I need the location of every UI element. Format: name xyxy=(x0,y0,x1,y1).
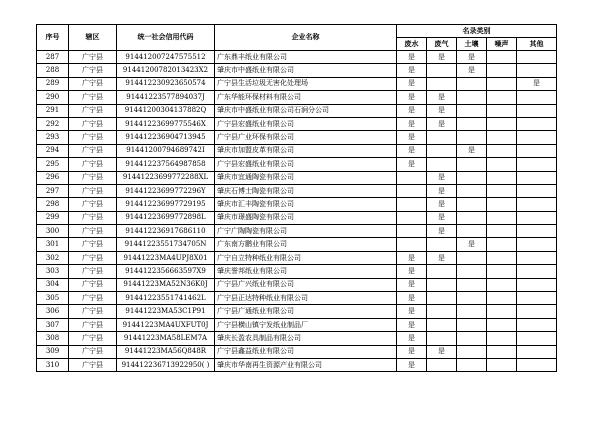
cell-noise xyxy=(487,158,517,171)
cell-credit-code: 91441223699772898L xyxy=(117,211,215,224)
table-row xyxy=(37,131,557,144)
cell-seq: 307 xyxy=(37,318,69,331)
cell-credit-code: 914412236997729195 xyxy=(117,198,215,211)
cell-wastewater xyxy=(397,238,427,251)
company-table xyxy=(36,24,557,372)
cell-other xyxy=(517,51,557,64)
cell-noise xyxy=(487,184,517,197)
cell-other xyxy=(517,171,557,184)
cell-company: 广宁县鑫益纸业有限公司 xyxy=(215,345,397,358)
cell-other xyxy=(517,131,557,144)
table-row xyxy=(37,332,557,345)
header-other: 其他 xyxy=(517,38,557,51)
cell-soil xyxy=(457,77,487,90)
cell-other xyxy=(517,198,557,211)
cell-district: 广宁县 xyxy=(69,184,117,197)
cell-company: 广宁广陶陶瓷有限公司 xyxy=(215,225,397,238)
table-row xyxy=(37,265,557,278)
cell-wastegas: 是 xyxy=(427,251,457,264)
cell-other xyxy=(517,158,557,171)
cell-credit-code: 91441200304137882Q xyxy=(117,104,215,117)
cell-other xyxy=(517,225,557,238)
cell-district: 广宁县 xyxy=(69,198,117,211)
cell-noise xyxy=(487,305,517,318)
cell-noise xyxy=(487,332,517,345)
cell-soil: 是 xyxy=(457,51,487,64)
cell-seq: 295 xyxy=(37,158,69,171)
table-row xyxy=(37,158,557,171)
cell-wastegas xyxy=(427,358,457,371)
cell-seq: 301 xyxy=(37,238,69,251)
cell-company: 肇庆市中盛纸业有限公司石涧分公司 xyxy=(215,104,397,117)
table-row xyxy=(37,64,557,77)
cell-wastewater: 是 xyxy=(397,117,427,130)
table-row xyxy=(37,117,557,130)
cell-credit-code: 914412237564987858 xyxy=(117,158,215,171)
cell-soil: 是 xyxy=(457,238,487,251)
cell-other: 是 xyxy=(517,77,557,90)
cell-credit-code: 914412236904713945 xyxy=(117,131,215,144)
header-category-group: 名录类别 xyxy=(397,25,557,38)
cell-wastewater: 是 xyxy=(397,251,427,264)
cell-wastewater: 是 xyxy=(397,265,427,278)
cell-company: 肇庆长盈农具制品有限公司 xyxy=(215,332,397,345)
cell-noise xyxy=(487,77,517,90)
cell-other xyxy=(517,104,557,117)
cell-wastegas: 是 xyxy=(427,184,457,197)
cell-company: 广东鼎丰纸业有限公司 xyxy=(215,51,397,64)
cell-soil: 是 xyxy=(457,64,487,77)
cell-wastewater: 是 xyxy=(397,64,427,77)
cell-district: 广宁县 xyxy=(69,225,117,238)
cell-other xyxy=(517,211,557,224)
cell-wastewater: 是 xyxy=(397,104,427,117)
cell-other xyxy=(517,292,557,305)
cell-other xyxy=(517,318,557,331)
table-row xyxy=(37,358,557,371)
cell-wastewater: 是 xyxy=(397,51,427,64)
table-row xyxy=(37,345,557,358)
cell-company: 肇庆市宜通陶瓷有限公司 xyxy=(215,171,397,184)
cell-wastegas: 是 xyxy=(427,225,457,238)
cell-wastegas: 是 xyxy=(427,198,457,211)
cell-wastegas: 是 xyxy=(427,91,457,104)
cell-wastewater: 是 xyxy=(397,158,427,171)
cell-soil xyxy=(457,225,487,238)
cell-noise xyxy=(487,265,517,278)
cell-credit-code: 91441223699775546X xyxy=(117,117,215,130)
cell-soil: 是 xyxy=(457,144,487,157)
cell-wastegas xyxy=(427,318,457,331)
cell-soil xyxy=(457,211,487,224)
cell-seq: 304 xyxy=(37,278,69,291)
cell-company: 肇庆市璟盛陶瓷有限公司 xyxy=(215,211,397,224)
cell-noise xyxy=(487,238,517,251)
cell-district: 广宁县 xyxy=(69,305,117,318)
table-row xyxy=(37,292,557,305)
cell-seq: 299 xyxy=(37,211,69,224)
cell-company: 肇庆市中盛纸业有限公司 xyxy=(215,64,397,77)
cell-credit-code: 91441200782013423X2 xyxy=(117,64,215,77)
cell-seq: 287 xyxy=(37,51,69,64)
table-row xyxy=(37,144,557,157)
header-wastegas: 废气 xyxy=(427,38,457,51)
cell-credit-code: 91441223MA56Q848R xyxy=(117,345,215,358)
cell-company: 肇庆市汇丰陶瓷有限公司 xyxy=(215,198,397,211)
cell-other xyxy=(517,358,557,371)
cell-noise xyxy=(487,171,517,184)
cell-wastewater: 是 xyxy=(397,131,427,144)
cell-soil xyxy=(457,104,487,117)
cell-seq: 303 xyxy=(37,265,69,278)
cell-soil xyxy=(457,292,487,305)
cell-district: 广宁县 xyxy=(69,265,117,278)
header-seq: 序号 xyxy=(37,25,69,51)
cell-wastegas xyxy=(427,64,457,77)
cell-wastegas xyxy=(427,292,457,305)
cell-seq: 292 xyxy=(37,117,69,130)
cell-wastegas xyxy=(427,238,457,251)
cell-credit-code: 91441223699772296Y xyxy=(117,184,215,197)
cell-wastewater xyxy=(397,184,427,197)
cell-noise xyxy=(487,91,517,104)
cell-seq: 308 xyxy=(37,332,69,345)
cell-noise xyxy=(487,104,517,117)
cell-seq: 310 xyxy=(37,358,69,371)
cell-soil xyxy=(457,345,487,358)
cell-company: 肇庆誉邦纸业有限公司 xyxy=(215,265,397,278)
cell-other xyxy=(517,117,557,130)
cell-credit-code: 91441223MA58LEM7A xyxy=(117,332,215,345)
cell-wastewater: 是 xyxy=(397,278,427,291)
cell-wastewater: 是 xyxy=(397,305,427,318)
cell-district: 广宁县 xyxy=(69,318,117,331)
table-row xyxy=(37,104,557,117)
table-body xyxy=(37,51,557,372)
table-row xyxy=(37,238,557,251)
header-credit-code: 统一社会信用代码 xyxy=(117,25,215,51)
cell-wastegas xyxy=(427,77,457,90)
cell-seq: 294 xyxy=(37,144,69,157)
cell-district: 广宁县 xyxy=(69,158,117,171)
cell-wastewater: 是 xyxy=(397,332,427,345)
cell-credit-code: 91441200794689742I xyxy=(117,144,215,157)
cell-wastegas xyxy=(427,158,457,171)
cell-wastegas xyxy=(427,305,457,318)
cell-soil xyxy=(457,91,487,104)
cell-other xyxy=(517,332,557,345)
cell-company: 肇庆市加盟皮革有限公司 xyxy=(215,144,397,157)
cell-credit-code: 91441223577894037J xyxy=(117,91,215,104)
header-soil: 土壤 xyxy=(457,38,487,51)
cell-soil xyxy=(457,158,487,171)
cell-noise xyxy=(487,225,517,238)
cell-district: 广宁县 xyxy=(69,358,117,371)
cell-credit-code: 914412007247575512 xyxy=(117,51,215,64)
cell-district: 广宁县 xyxy=(69,104,117,117)
cell-company: 广宁县广业环保有限公司 xyxy=(215,131,397,144)
table-row xyxy=(37,278,557,291)
cell-company: 广东南方鹏业有限公司 xyxy=(215,238,397,251)
cell-other xyxy=(517,278,557,291)
cell-wastewater: 是 xyxy=(397,77,427,90)
cell-wastewater xyxy=(397,211,427,224)
table-row xyxy=(37,77,557,90)
cell-noise xyxy=(487,64,517,77)
header-district: 辖区 xyxy=(69,25,117,51)
cell-wastewater: 是 xyxy=(397,345,427,358)
cell-district: 广宁县 xyxy=(69,251,117,264)
header-noise: 噪声 xyxy=(487,38,517,51)
cell-credit-code: 914412236917686110 xyxy=(117,225,215,238)
table-row xyxy=(37,198,557,211)
cell-noise xyxy=(487,251,517,264)
cell-seq: 302 xyxy=(37,251,69,264)
cell-credit-code: 91441223699772288XL xyxy=(117,171,215,184)
cell-wastewater: 是 xyxy=(397,318,427,331)
cell-seq: 291 xyxy=(37,104,69,117)
cell-district: 广宁县 xyxy=(69,345,117,358)
cell-soil xyxy=(457,184,487,197)
cell-credit-code: 91441223MA4UXFUT0J xyxy=(117,318,215,331)
cell-other xyxy=(517,265,557,278)
cell-seq: 293 xyxy=(37,131,69,144)
header-wastewater: 废水 xyxy=(397,38,427,51)
cell-soil xyxy=(457,198,487,211)
cell-soil xyxy=(457,251,487,264)
cell-noise xyxy=(487,51,517,64)
cell-district: 广宁县 xyxy=(69,91,117,104)
cell-district: 广宁县 xyxy=(69,77,117,90)
cell-wastewater xyxy=(397,198,427,211)
table-row xyxy=(37,184,557,197)
cell-seq: 300 xyxy=(37,225,69,238)
cell-credit-code: 91441223MA53C1P91 xyxy=(117,305,215,318)
table-row xyxy=(37,251,557,264)
cell-other xyxy=(517,64,557,77)
cell-district: 广宁县 xyxy=(69,171,117,184)
cell-soil xyxy=(457,131,487,144)
cell-company: 广宁县广兴纸业有限公司 xyxy=(215,278,397,291)
cell-company: 广宁县正达特种纸业有限公司 xyxy=(215,292,397,305)
cell-noise xyxy=(487,358,517,371)
cell-company: 广宁县宏盛纸业有限公司 xyxy=(215,158,397,171)
cell-seq: 309 xyxy=(37,345,69,358)
cell-district: 广宁县 xyxy=(69,292,117,305)
cell-wastegas: 是 xyxy=(427,117,457,130)
cell-noise xyxy=(487,292,517,305)
header-row-top xyxy=(37,25,557,38)
cell-seq: 296 xyxy=(37,171,69,184)
cell-district: 广宁县 xyxy=(69,64,117,77)
cell-seq: 298 xyxy=(37,198,69,211)
cell-noise xyxy=(487,318,517,331)
cell-credit-code: 91441223MA52N36K0J xyxy=(117,278,215,291)
cell-credit-code: 91441223MA4UPJ8X01 xyxy=(117,251,215,264)
table-row xyxy=(37,171,557,184)
cell-credit-code: 914412230923650574 xyxy=(117,77,215,90)
cell-wastewater: 是 xyxy=(397,358,427,371)
cell-district: 广宁县 xyxy=(69,117,117,130)
table-row xyxy=(37,91,557,104)
table-row xyxy=(37,225,557,238)
cell-wastegas xyxy=(427,144,457,157)
cell-seq: 289 xyxy=(37,77,69,90)
cell-wastegas xyxy=(427,332,457,345)
header-company: 企业名称 xyxy=(215,25,397,51)
cell-district: 广宁县 xyxy=(69,278,117,291)
cell-seq: 305 xyxy=(37,292,69,305)
cell-noise xyxy=(487,211,517,224)
cell-company: 广东华能环保材料有限公司 xyxy=(215,91,397,104)
cell-wastewater: 是 xyxy=(397,292,427,305)
cell-wastegas xyxy=(427,265,457,278)
cell-wastegas: 是 xyxy=(427,171,457,184)
cell-noise xyxy=(487,278,517,291)
cell-wastegas: 是 xyxy=(427,211,457,224)
cell-district: 广宁县 xyxy=(69,238,117,251)
cell-other xyxy=(517,91,557,104)
cell-other xyxy=(517,238,557,251)
cell-company: 广宁县宏盛纸业有限公司 xyxy=(215,117,397,130)
cell-soil xyxy=(457,358,487,371)
cell-soil xyxy=(457,171,487,184)
cell-noise xyxy=(487,345,517,358)
cell-credit-code: 9144122356663597X9 xyxy=(117,265,215,278)
cell-credit-code: 91441223551734705N xyxy=(117,238,215,251)
cell-soil xyxy=(457,278,487,291)
cell-seq: 297 xyxy=(37,184,69,197)
cell-other xyxy=(517,345,557,358)
cell-noise xyxy=(487,144,517,157)
cell-company: 广宁自立特种纸业有限公司 xyxy=(215,251,397,264)
cell-seq: 290 xyxy=(37,91,69,104)
cell-noise xyxy=(487,131,517,144)
cell-soil xyxy=(457,332,487,345)
cell-other xyxy=(517,305,557,318)
cell-district: 广宁县 xyxy=(69,211,117,224)
pollutant-directory-sheet xyxy=(36,24,556,372)
cell-district: 广宁县 xyxy=(69,332,117,345)
cell-wastewater: 是 xyxy=(397,144,427,157)
cell-company: 肇庆市华南再生资源产业有限公司 xyxy=(215,358,397,371)
table-row xyxy=(37,318,557,331)
cell-wastegas: 是 xyxy=(427,345,457,358)
cell-credit-code: 914412236713922950( ) xyxy=(117,358,215,371)
cell-seq: 306 xyxy=(37,305,69,318)
cell-district: 广宁县 xyxy=(69,131,117,144)
cell-soil xyxy=(457,265,487,278)
table-row xyxy=(37,51,557,64)
cell-wastewater: 是 xyxy=(397,91,427,104)
cell-noise xyxy=(487,117,517,130)
cell-company: 广宁县横山镇宁发纸业制品厂 xyxy=(215,318,397,331)
cell-company: 广宁县广通纸业有限公司 xyxy=(215,305,397,318)
cell-soil xyxy=(457,305,487,318)
cell-wastegas: 是 xyxy=(427,51,457,64)
cell-district: 广宁县 xyxy=(69,144,117,157)
table-row xyxy=(37,211,557,224)
cell-wastewater xyxy=(397,171,427,184)
cell-seq: 288 xyxy=(37,64,69,77)
cell-noise xyxy=(487,198,517,211)
cell-other xyxy=(517,251,557,264)
cell-wastegas xyxy=(427,131,457,144)
cell-wastegas: 是 xyxy=(427,104,457,117)
cell-company: 广宁县生活垃圾无害化处理场 xyxy=(215,77,397,90)
cell-soil xyxy=(457,318,487,331)
cell-district: 广宁县 xyxy=(69,51,117,64)
cell-other xyxy=(517,144,557,157)
cell-other xyxy=(517,184,557,197)
cell-wastewater xyxy=(397,225,427,238)
cell-soil xyxy=(457,117,487,130)
cell-wastegas xyxy=(427,278,457,291)
table-row xyxy=(37,305,557,318)
cell-company: 肇庆石博士陶瓷有限公司 xyxy=(215,184,397,197)
cell-credit-code: 91441223551741462L xyxy=(117,292,215,305)
